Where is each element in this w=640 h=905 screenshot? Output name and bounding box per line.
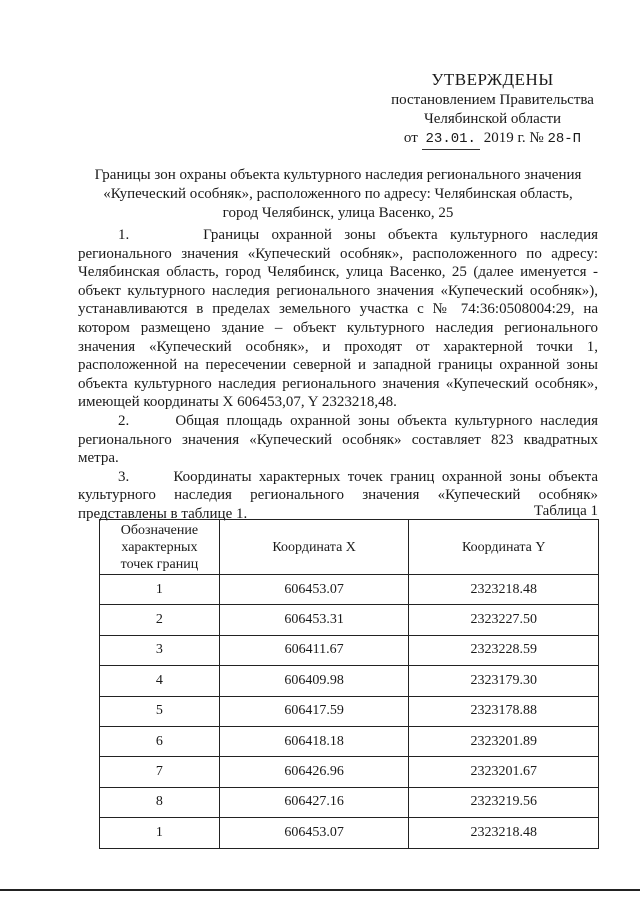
x-cell: 606427.16 bbox=[219, 787, 409, 817]
title-line-1: Границы зон охраны объекта культурного наследия регионального значения bbox=[94, 167, 582, 183]
table-row bbox=[100, 787, 599, 817]
x-cell: 606453.07 bbox=[219, 818, 409, 848]
date-prefix: от bbox=[403, 130, 418, 146]
paragraph-3: 3. Координаты характерных точек границ охранной зоны объекта культурного наследия регионального значения «Купеческий особняк» представлены в таблице 1. bbox=[78, 468, 598, 522]
header-point-line-1: Обозначение bbox=[120, 522, 199, 538]
point-cell: 1 bbox=[100, 575, 220, 605]
table-caption: Таблица 1 bbox=[533, 503, 598, 519]
page-bottom-rule bbox=[0, 889, 640, 891]
x-cell: 606453.31 bbox=[219, 605, 409, 635]
header-coordinate-y: Координата Y bbox=[409, 520, 599, 575]
document-body bbox=[78, 226, 598, 524]
y-cell: 2323219.56 bbox=[409, 787, 599, 817]
point-cell: 4 bbox=[100, 666, 220, 696]
y-cell: 2323201.89 bbox=[409, 726, 599, 756]
header-point-line-2: характерных bbox=[121, 539, 198, 555]
point-cell: 8 bbox=[100, 787, 220, 817]
table-row bbox=[100, 635, 599, 665]
table-row bbox=[100, 666, 599, 696]
date-value: 23.01. bbox=[422, 130, 480, 150]
y-cell: 2323227.50 bbox=[409, 605, 599, 635]
approval-block bbox=[370, 70, 615, 150]
paragraph-1: 1. Границы охранной зоны объекта культурного наследия регионального значения «Купеческий особняк», расположенного по адресу: Челябинская область, город Челябинск, улица Васенко, 25 (далее именуется - объект культурного наследия регионального значения «Купеческий особняк»), устанавливаются в пределах земельного участка с № 74:36:0508004:29, на котором размещено здание – объект культурного наследия регионального значения «Купеческий особняк», и проходят от характерной точки 1, расположенной на пересечении северной и западной границы охранной зоны объекта культурного наследия регионального значения «Купеческий особняк», имеющей координаты X 606453,07, Y 2323218,48. bbox=[78, 227, 598, 411]
year-text: 2019 г. № bbox=[483, 130, 544, 146]
point-cell: 1 bbox=[100, 818, 220, 848]
y-cell: 2323228.59 bbox=[409, 635, 599, 665]
y-cell: 2323201.67 bbox=[409, 757, 599, 787]
x-cell: 606417.59 bbox=[219, 696, 409, 726]
point-cell: 3 bbox=[100, 635, 220, 665]
x-cell: 606426.96 bbox=[219, 757, 409, 787]
coordinates-table bbox=[99, 519, 599, 849]
title-line-2: «Купеческий особняк», расположенного по адресу: Челябинская область, bbox=[103, 186, 573, 202]
point-cell: 5 bbox=[100, 696, 220, 726]
point-cell: 6 bbox=[100, 726, 220, 756]
point-cell: 2 bbox=[100, 605, 220, 635]
approval-date-line bbox=[370, 129, 615, 150]
x-cell: 606411.67 bbox=[219, 635, 409, 665]
x-cell: 606409.98 bbox=[219, 666, 409, 696]
header-point-line-3: точек границ bbox=[120, 556, 199, 572]
title-line-3: город Челябинск, улица Васенко, 25 bbox=[222, 205, 454, 221]
approval-line-1: постановлением Правительства bbox=[391, 92, 594, 108]
point-cell: 7 bbox=[100, 757, 220, 787]
y-cell: 2323178.88 bbox=[409, 696, 599, 726]
approval-line-2: Челябинской области bbox=[423, 111, 562, 127]
table-row bbox=[100, 757, 599, 787]
y-cell: 2323179.30 bbox=[409, 666, 599, 696]
table-row bbox=[100, 605, 599, 635]
y-cell: 2323218.48 bbox=[409, 818, 599, 848]
table-row bbox=[100, 696, 599, 726]
x-cell: 606418.18 bbox=[219, 726, 409, 756]
y-cell: 2323218.48 bbox=[409, 575, 599, 605]
x-cell: 606453.07 bbox=[219, 575, 409, 605]
approval-heading: УТВЕРЖДЕНЫ bbox=[431, 70, 554, 89]
table-row bbox=[100, 575, 599, 605]
table-row bbox=[100, 818, 599, 848]
decree-number: 28-П bbox=[547, 131, 582, 147]
document-title bbox=[78, 166, 598, 223]
paragraph-2: 2. Общая площадь охранной зоны объекта культурного наследия регионального значения «Купеческий особняк» составляет 823 квадратных метра. bbox=[78, 412, 598, 467]
header-point-designation bbox=[100, 520, 220, 575]
table-header-row bbox=[100, 520, 599, 575]
header-coordinate-x: Координата X bbox=[219, 520, 409, 575]
table-row bbox=[100, 726, 599, 756]
